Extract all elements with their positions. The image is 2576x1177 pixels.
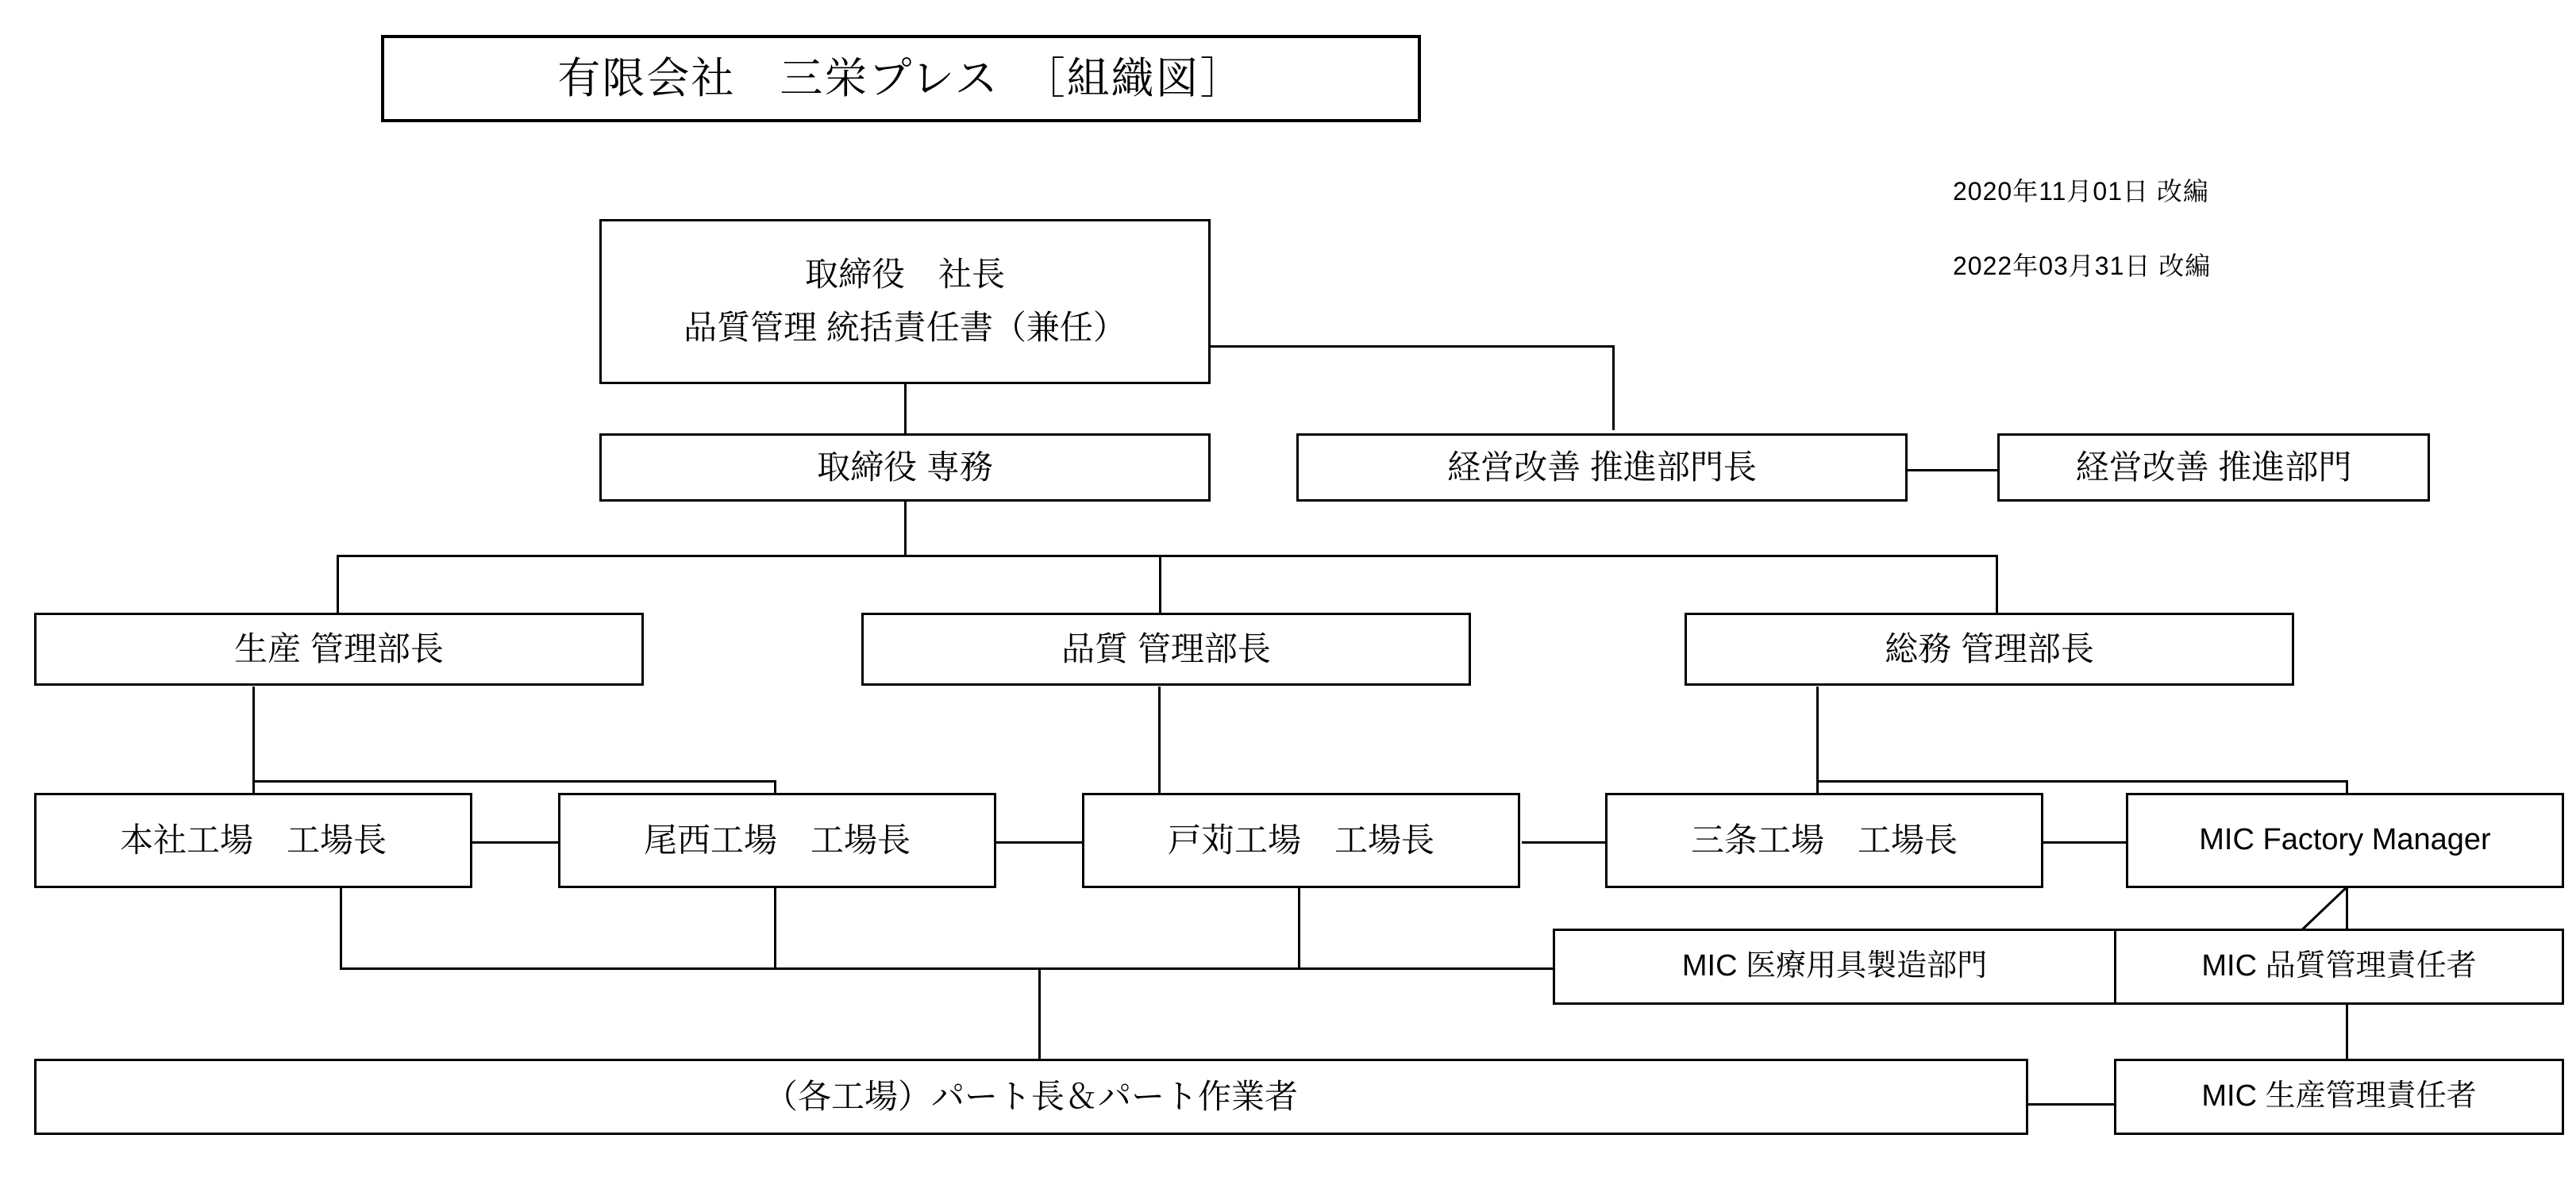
- node-kaizen-manager-label: 経営改善 推進部門長: [1447, 448, 1757, 486]
- revision-note-2: 2022年03月31日 改編: [1953, 252, 2212, 280]
- node-mic-medical-dept[interactable]: [1553, 929, 2116, 1005]
- chart-title-box: [381, 35, 1421, 122]
- node-part-workers-label: （各工場）パート長＆パート作業者: [764, 1077, 1298, 1115]
- connector-production-to-bisai: [774, 780, 776, 794]
- node-togari-factory[interactable]: [1082, 793, 1520, 888]
- node-mic-quality-manager-label: MIC 品質管理責任者: [2201, 949, 2477, 983]
- connector-honsha-down: [340, 888, 342, 969]
- node-part-workers[interactable]: [34, 1059, 2028, 1135]
- connector-general-bus: [1816, 780, 2348, 783]
- connector-production-down: [252, 687, 255, 782]
- connector-senmu-bus: [337, 555, 1998, 557]
- connector-part-bus: [340, 967, 1554, 970]
- node-mic-production-manager-label: MIC 生産管理責任者: [2201, 1079, 2477, 1114]
- node-mic-factory-manager-label: MIC Factory Manager: [2199, 823, 2491, 857]
- connector-togari-sanjo: [1522, 841, 1605, 844]
- node-bisai-factory[interactable]: [558, 793, 996, 888]
- connector-bus-production: [337, 555, 339, 613]
- node-mic-factory-manager[interactable]: [2126, 793, 2564, 888]
- node-kaizen-dept[interactable]: [1997, 433, 2430, 502]
- connector-part-bus-down: [1038, 967, 1041, 1060]
- connector-mic-quality-down: [2346, 998, 2348, 1062]
- node-president-line1: 取締役 社長: [804, 256, 1005, 294]
- connector-president-kaizen-v: [1612, 345, 1615, 430]
- connector-part-mic-production: [2028, 1103, 2120, 1106]
- connector-bisai-down: [774, 888, 776, 969]
- connector-quality-down: [1158, 687, 1161, 794]
- connector-president-senmu: [904, 384, 907, 433]
- connector-kaizen-manager-dept: [1905, 469, 1999, 471]
- node-senmu-label: 取締役 専務: [817, 448, 993, 486]
- node-president-line2: 品質管理 統括責任書（兼任）: [683, 309, 1126, 346]
- node-togari-factory-label: 戸苅工場 工場長: [1167, 821, 1434, 859]
- node-general-affairs-manager-label: 総務 管理部長: [1885, 629, 2094, 667]
- node-mic-medical-dept-label: MIC 医療用具製造部門: [1681, 949, 1988, 983]
- node-production-manager-label: 生産 管理部長: [234, 629, 444, 667]
- node-general-affairs-manager[interactable]: [1685, 613, 2294, 686]
- node-kaizen-dept-label: 経営改善 推進部門: [2075, 448, 2352, 486]
- connector-honsha-bisai: [472, 841, 560, 844]
- connector-bus-quality: [1159, 555, 1161, 613]
- connector-sanjo-mic: [2043, 841, 2126, 844]
- connector-general-down: [1816, 687, 1819, 782]
- node-mic-production-manager[interactable]: [2114, 1059, 2564, 1135]
- node-president[interactable]: [599, 219, 1211, 384]
- connector-bisai-togari: [995, 841, 1082, 844]
- connector-senmu-down: [904, 501, 907, 556]
- node-production-manager[interactable]: [34, 613, 644, 686]
- node-sanjo-factory-label: 三条工場 工場長: [1690, 821, 1958, 859]
- chart-title: 有限会社 三栄プレス ［組織図］: [557, 54, 1245, 102]
- connector-bus-general: [1996, 555, 1998, 613]
- node-quality-manager[interactable]: [861, 613, 1471, 686]
- node-honsha-factory-label: 本社工場 工場長: [119, 821, 387, 859]
- node-sanjo-factory[interactable]: [1605, 793, 2043, 888]
- connector-general-to-mic: [2346, 780, 2348, 794]
- connector-production-bus: [252, 780, 776, 783]
- node-honsha-factory[interactable]: [34, 793, 472, 888]
- connector-production-to-honsha: [252, 780, 255, 794]
- node-senmu[interactable]: [599, 433, 1211, 502]
- node-kaizen-manager[interactable]: [1296, 433, 1908, 502]
- node-quality-manager-label: 品質 管理部長: [1061, 629, 1271, 667]
- revision-note-1: 2020年11月01日 改編: [1953, 177, 2209, 206]
- node-mic-quality-manager[interactable]: [2114, 929, 2564, 1005]
- connector-togari-down: [1298, 888, 1300, 969]
- node-bisai-factory-label: 尾西工場 工場長: [643, 821, 911, 859]
- connector-general-to-sanjo: [1816, 780, 1819, 794]
- connector-president-kaizen-h: [1207, 345, 1615, 348]
